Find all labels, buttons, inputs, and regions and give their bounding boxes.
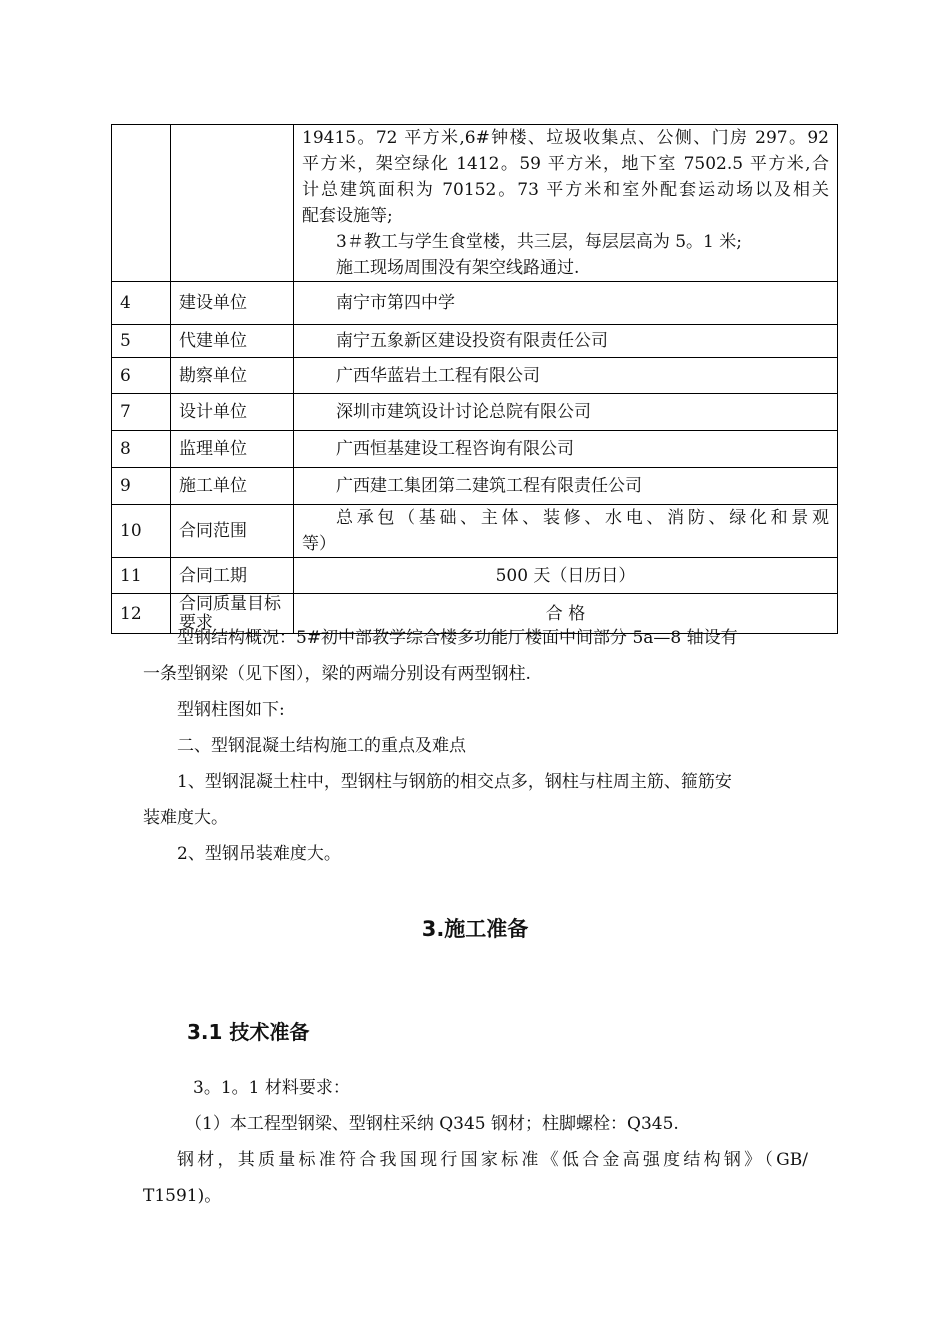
overview-line: 3＃教工与学生食堂楼，共三层，每层层高为 5。1 米; [336, 232, 742, 252]
row-number: 6 [112, 358, 171, 394]
paragraph: 二、型钢混凝土结构施工的重点及难点 [177, 736, 466, 756]
paragraph: 一条型钢梁（见下图），梁的两端分别设有两型钢柱. [143, 664, 531, 684]
row-label: 合同工期 [171, 558, 294, 594]
paragraph: 2、型钢吊装难度大。 [177, 844, 341, 864]
paragraph: 型钢结构概况：5#初中部教学综合楼多功能厅楼面中间部分 5a—8 轴设有 [177, 628, 738, 648]
row-label: 勘察单位 [171, 358, 294, 394]
row-number: 9 [112, 468, 171, 505]
row-label: 施工单位 [171, 468, 294, 505]
section-heading: 3.施工准备 [421, 917, 529, 941]
paragraph: （1）本工程型钢梁、型钢柱采纳 Q345 钢材；柱脚螺栓：Q345. [185, 1114, 679, 1134]
project-overview-cell [294, 125, 838, 282]
table-row [112, 358, 838, 394]
row-value: 广西恒基建设工程咨询有限公司 [294, 431, 838, 468]
row-number: 5 [112, 325, 171, 358]
row-label: 监理单位 [171, 431, 294, 468]
table-row [112, 558, 838, 594]
table-row [112, 468, 838, 505]
row-label: 合同质量目标要求 [171, 594, 294, 634]
row-number: 8 [112, 431, 171, 468]
row-value: 广西华蓝岩土工程有限公司 [294, 358, 838, 394]
row-number: 11 [112, 558, 171, 594]
row-label: 代建单位 [171, 325, 294, 358]
row-value: 500 天（日历日） [294, 558, 838, 594]
paragraph: 1、型钢混凝土柱中，型钢柱与钢筋的相交点多，钢柱与柱周主筋、箍筋安 [177, 772, 732, 792]
row-value: 深圳市建筑设计讨论总院有限公司 [294, 394, 838, 431]
scope-line: 等） [302, 534, 336, 554]
overview-line: 19415。72 平方米,6#钟楼、垃圾收集点、公侧、门房 297。92 [302, 128, 829, 148]
paragraph: 装难度大。 [143, 808, 228, 828]
row-label: 合同范围 [171, 505, 294, 558]
row-label [171, 125, 294, 282]
row-number [112, 125, 171, 282]
row-number: 10 [112, 505, 171, 558]
paragraph: 3。1。1 材料要求： [193, 1078, 350, 1098]
row-label: 建设单位 [171, 282, 294, 325]
paragraph: T1591)。 [143, 1186, 222, 1206]
table-row [112, 431, 838, 468]
row-number: 7 [112, 394, 171, 431]
row-label: 设计单位 [171, 394, 294, 431]
subsection-heading: 3.1 技术准备 [187, 1020, 310, 1044]
paragraph: 型钢柱图如下: [177, 700, 285, 720]
overview-line: 平方米，架空绿化 1412。59 平方米，地下室 7502.5 平方米,合 [302, 154, 829, 174]
row-value [294, 505, 838, 558]
table-row [112, 325, 838, 358]
row-number: 4 [112, 282, 171, 325]
scope-line: 总承包（基础、主体、装修、水电、消防、绿化和景观 [336, 508, 829, 528]
overview-line: 施工现场周围没有架空线路通过. [336, 258, 580, 278]
table-row [112, 125, 838, 282]
row-value: 南宁五象新区建设投资有限责任公司 [294, 325, 838, 358]
row-value: 南宁市第四中学 [294, 282, 838, 325]
project-info-table [111, 124, 838, 634]
overview-line: 计总建筑面积为 70152。73 平方米和室外配套运动场以及相关 [302, 180, 829, 200]
overview-line: 配套设施等; [302, 206, 393, 226]
table-row [112, 282, 838, 325]
table-row [112, 505, 838, 558]
row-number: 12 [112, 594, 171, 634]
row-value: 合 格 [294, 594, 838, 634]
table-row [112, 394, 838, 431]
paragraph: 钢材，其质量标准符合我国现行国家标准《低合金高强度结构钢》（GB/ [177, 1150, 808, 1170]
row-value: 广西建工集团第二建筑工程有限责任公司 [294, 468, 838, 505]
